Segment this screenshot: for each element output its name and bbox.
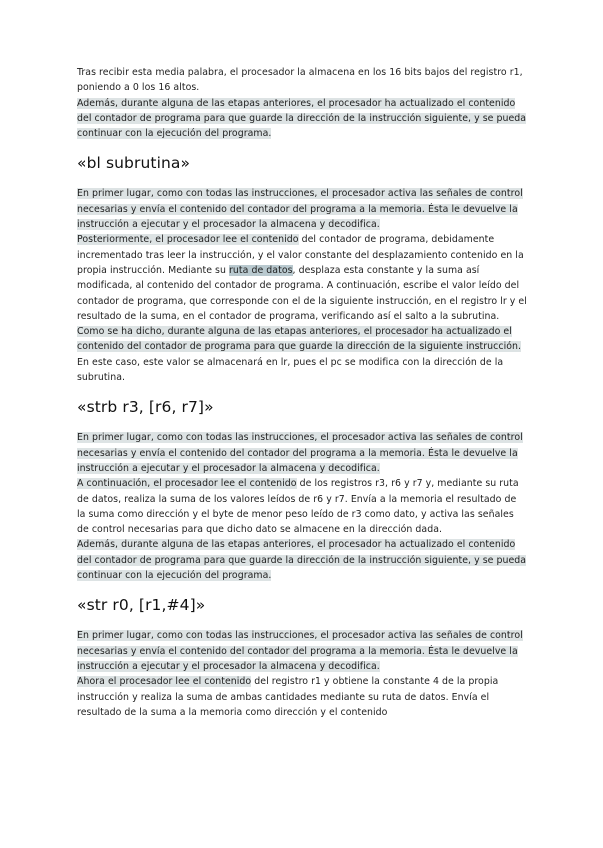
bl-paragraph-1 [77,186,527,232]
highlight: Además, durante alguna de las etapas anteriores, el procesador ha actualizado el contenido del contador de programa para que guarde la dirección de la instrucción siguiente, y se pueda continuar con la ejecución del programa. [77,539,527,582]
section-title-strb: «strb r3, [r6, r7]» [77,398,214,417]
highlight: En primer lugar, como con todas las instrucciones, el procesador activa las señales de control necesarias y envía el contenido del contador del programa a la memoria. Ésta le devuelve la instrucción a ejecutar y el procesador la almacena y decodifica. [77,630,523,672]
document-page [77,65,527,720]
highlight: Como se ha dicho, durante alguna de las etapas anteriores, el procesador ha actualizado el contenido del contador de programa para que guarde la dirección de la siguiente instrucción. [77,326,522,353]
strb-paragraph-3 [77,537,527,583]
bl-paragraph-2 [77,232,527,324]
highlight: Además, durante alguna de las etapas anteriores, el procesador ha actualizado el contenido del contador de programa para que guarde la dirección de la instrucción siguiente, y se pueda continuar con la ejecución del programa. [77,97,527,140]
section-title-str: «str r0, [r1,#4]» [77,596,206,615]
marked-term: ruta de datos [229,264,293,276]
bl-paragraph-4: En este caso, este valor se almacenará en lr, pues el pc se modifica con la dirección de la subrutina. [77,356,504,384]
highlight: Posteriormente, el procesador lee el contenido [77,234,299,246]
str-paragraph-1 [77,628,527,674]
highlight: En primer lugar, como con todas las instrucciones, el procesador activa las señales de control necesarias y envía el contenido del contador del programa a la memoria. Ésta le devuelve la instrucción a ejecutar y el procesador la almacena y decodifica. [77,432,523,474]
strb-paragraph-1 [77,430,527,476]
section-title-bl: «bl subrutina» [77,154,191,173]
text: , desplaza esta constante y la suma así modificada, al contenido del contador de programa. A continuación, escribe el valor leído del contador de programa, que corresponde con el de la siguiente instrucción, en el registro lr y el resultado de la suma, en el contador de programa, verificando así el salto a la subrutina. [77,264,527,322]
highlight: A continuación, el procesador lee el contenido [77,478,297,490]
intro-paragraph: Tras recibir esta media palabra, el procesador la almacena en los 16 bits bajos del registro r1, poniendo a 0 los 16 altos. [77,67,523,94]
bl-paragraph-3 [77,324,527,355]
text: de los registros r3, r6 y r7 y, mediante su ruta de datos, realiza la suma de los valores leídos de r6 y r7. Envía a la memoria [77,478,519,505]
strb-paragraph-2 [77,476,527,537]
intro-highlighted-paragraph [77,96,527,142]
text: del registro r1 y obtiene la constante 4 de la propia instrucción y realiza la suma de ambas cantidades mediante su ruta de datos. Envía el resultado de la suma a la memoria como dirección y el contenido [77,676,499,718]
text: del contador de programa, debidamente incrementado tras leer la instrucción, y el valor constante del desplazamiento contenido en la propia instrucción. Mediante su [77,234,524,276]
highlight: En primer lugar, como con todas las instrucciones, el procesador activa las señales de control necesarias y envía el contenido del contador del programa a la memoria. Ésta le devuelve la instrucción a ejecutar y el procesador la almacena y decodifica. [77,188,523,231]
text: el resultado de la suma como dirección y el byte de menor peso leído de r3 como dato, y activa las señales de control necesarias para que dicho dato se almacene en la dirección dada. [77,493,517,536]
str-paragraph-2 [77,674,527,720]
highlight: Ahora el procesador lee el contenido [77,676,252,688]
